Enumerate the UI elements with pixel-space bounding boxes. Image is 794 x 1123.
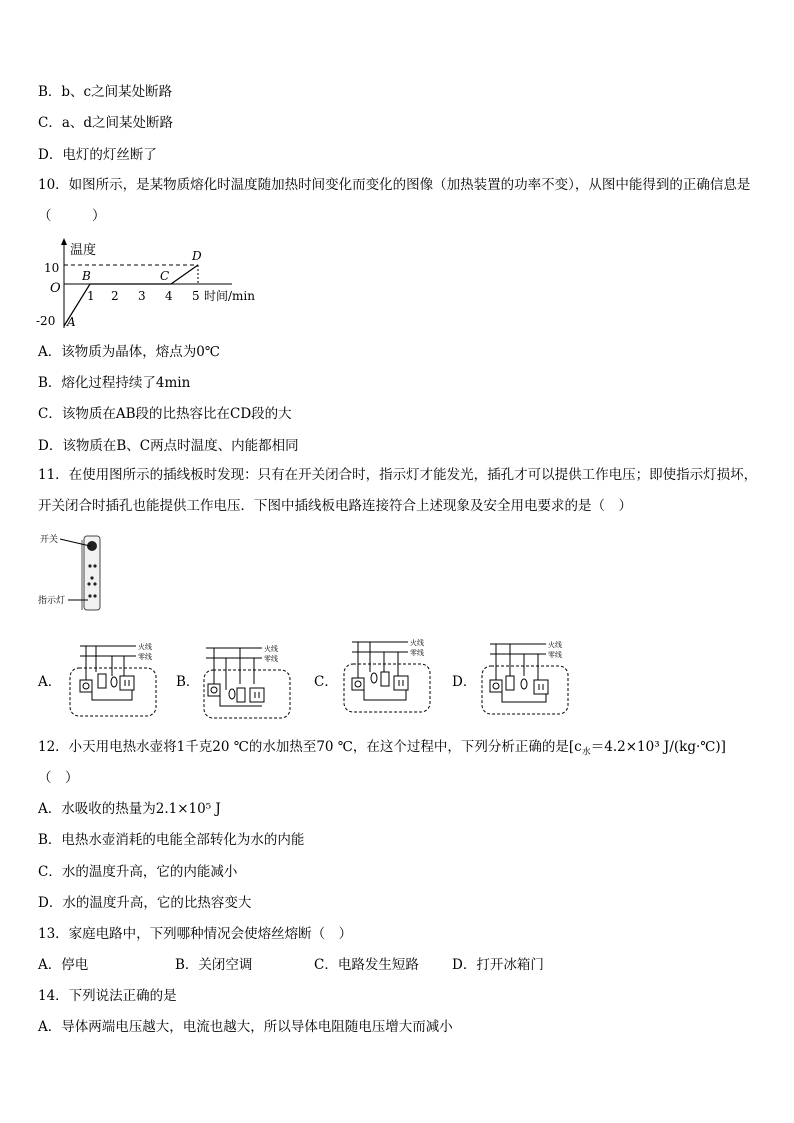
svg-text:火线: 火线 bbox=[548, 641, 562, 649]
graph-ytick-10: 10 bbox=[44, 261, 60, 275]
q10-option-d: D．该物质在B、C两点时温度、内能都相同 bbox=[38, 438, 299, 454]
graph-point-c: C bbox=[160, 269, 170, 283]
graph-ytick-neg20: -20 bbox=[36, 314, 56, 328]
svg-text:零线: 零线 bbox=[138, 653, 152, 661]
circuit-c bbox=[340, 634, 436, 716]
graph-point-b: B bbox=[82, 269, 91, 283]
graph-xtick-4: 4 bbox=[165, 289, 173, 303]
q11-option-d: D． bbox=[452, 674, 477, 690]
q11-stem: 11．在使用图所示的插线板时发现：只有在开关闭合时，指示灯才能发光，插孔才可以提供工作电压；即使指示灯损坏，开关闭合时插孔也能提供工作电压．下图中插线板电路连接符合上述现象及安全用电要求的是（ ） bbox=[38, 467, 758, 514]
graph-xtick-1: 1 bbox=[87, 289, 95, 303]
svg-text:零线: 零线 bbox=[410, 649, 424, 657]
q14-stem: 14．下列说法正确的是 bbox=[38, 988, 177, 1004]
power-strip-figure bbox=[38, 530, 110, 612]
svg-text:零线: 零线 bbox=[264, 655, 278, 663]
graph-origin: O bbox=[50, 281, 61, 296]
q12-option-b: B．电热水壶消耗的电能全部转化为水的内能 bbox=[38, 832, 305, 848]
q10-temperature-graph bbox=[30, 236, 280, 332]
q11-option-a: A． bbox=[38, 674, 62, 690]
svg-text:火线: 火线 bbox=[138, 643, 152, 651]
circuit-a bbox=[66, 638, 162, 720]
switch-label: 开关 bbox=[40, 535, 59, 545]
q10-option-c: C．该物质在AB段的比热容比在CD段的大 bbox=[38, 406, 292, 422]
svg-text:零线: 零线 bbox=[548, 651, 562, 659]
q14-option-a: A．导体两端电压越大，电流也越大，所以导体电阻随电压增大而减小 bbox=[38, 1019, 453, 1035]
q12-option-a: A．水吸收的热量为2.1×10⁵ J bbox=[38, 801, 221, 817]
q13-option-a: A．停电 bbox=[38, 957, 89, 973]
q12-option-c: C．水的温度升高，它的内能减小 bbox=[38, 864, 238, 880]
q9-option-d: D．电灯的灯丝断了 bbox=[38, 147, 157, 163]
q13-option-c: C．电路发生短路 bbox=[314, 957, 419, 973]
q13-stem: 13．家庭电路中，下列哪种情况会使熔丝熔断（ ） bbox=[38, 926, 353, 942]
circuit-b bbox=[200, 640, 296, 722]
graph-xlabel: 时间/min bbox=[204, 289, 255, 303]
circuit-d bbox=[478, 636, 574, 718]
q13-option-b: B．关闭空调 bbox=[175, 957, 253, 973]
svg-text:火线: 火线 bbox=[264, 645, 278, 653]
graph-xtick-2: 2 bbox=[111, 289, 119, 303]
q11-option-b: B． bbox=[176, 674, 200, 690]
graph-point-d: D bbox=[192, 249, 202, 263]
q12-stem: 12．小天用电热水壶将1千克20 ℃的水加热至70 ℃，在这个过程中，下列分析正确的是[$c_水=4.2\times 10^3$ J/(kg·℃)] bbox=[38, 739, 726, 758]
q13-option-d: D．打开冰箱门 bbox=[452, 957, 544, 973]
q12-paren: （ ） bbox=[38, 770, 79, 786]
q12-option-d: D．水的温度升高，它的比热容变大 bbox=[38, 895, 252, 911]
graph-point-a: A bbox=[67, 315, 76, 329]
q10-option-a: A．该物质为晶体，熔点为0℃ bbox=[38, 344, 220, 360]
graph-xtick-3: 3 bbox=[138, 289, 146, 303]
graph-ylabel: 温度 bbox=[70, 243, 97, 258]
q11-option-c: C． bbox=[314, 674, 338, 690]
q10-stem: 10．如图所示，是某物质熔化时温度随加热时间变化而变化的图像（加热装置的功率不变），从图中能得到的正确信息是（ ） bbox=[38, 177, 751, 224]
indicator-lamp-label: 指示灯 bbox=[38, 596, 66, 606]
q9-option-c: C．a、d之间某处断路 bbox=[38, 115, 174, 131]
q9-option-b: B．b、c之间某处断路 bbox=[38, 84, 173, 100]
graph-xtick-5: 5 bbox=[192, 289, 200, 303]
svg-text:火线: 火线 bbox=[410, 639, 424, 647]
q10-option-b: B．熔化过程持续了4min bbox=[38, 375, 191, 391]
